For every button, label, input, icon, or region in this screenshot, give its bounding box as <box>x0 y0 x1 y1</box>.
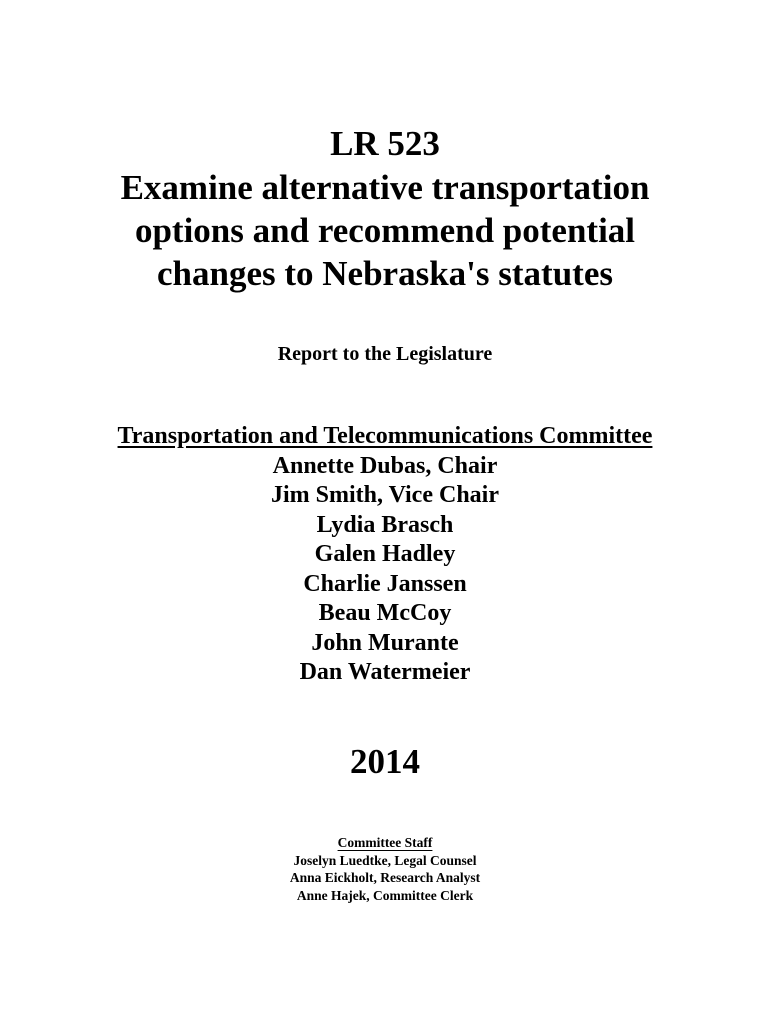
staff-heading: Committee Staff <box>337 835 433 850</box>
report-title <box>0 166 770 295</box>
committee-member: Beau McCoy <box>318 600 452 626</box>
committee-block <box>0 422 770 688</box>
committee-member: Lydia Brasch <box>316 511 454 538</box>
staff-member: Anna Eickholt, Research Analyst <box>289 870 481 885</box>
title-line: Examine alternative transportation <box>120 168 650 207</box>
committee-member: Dan Watermeier <box>299 659 471 685</box>
committee-name: Transportation and Telecommunications Committee <box>117 423 653 449</box>
title-line: changes to Nebraska's statutes <box>157 254 613 293</box>
committee-member: John Murante <box>311 629 459 656</box>
resolution-number: LR 523 <box>330 124 440 163</box>
title-line: options and recommend potential <box>134 211 636 250</box>
committee-member: Galen Hadley <box>314 541 456 567</box>
committee-member: Charlie Janssen <box>303 570 467 597</box>
staff-member: Anne Hajek, Committee Clerk <box>296 887 474 903</box>
report-subtitle: Report to the Legislature <box>277 343 493 365</box>
staff-member: Joselyn Luedtke, Legal Counsel <box>293 852 477 868</box>
committee-member: Annette Dubas, Chair <box>272 452 498 479</box>
committee-member: Jim Smith, Vice Chair <box>271 482 499 508</box>
report-year: 2014 <box>350 742 420 781</box>
staff-block <box>0 834 770 904</box>
